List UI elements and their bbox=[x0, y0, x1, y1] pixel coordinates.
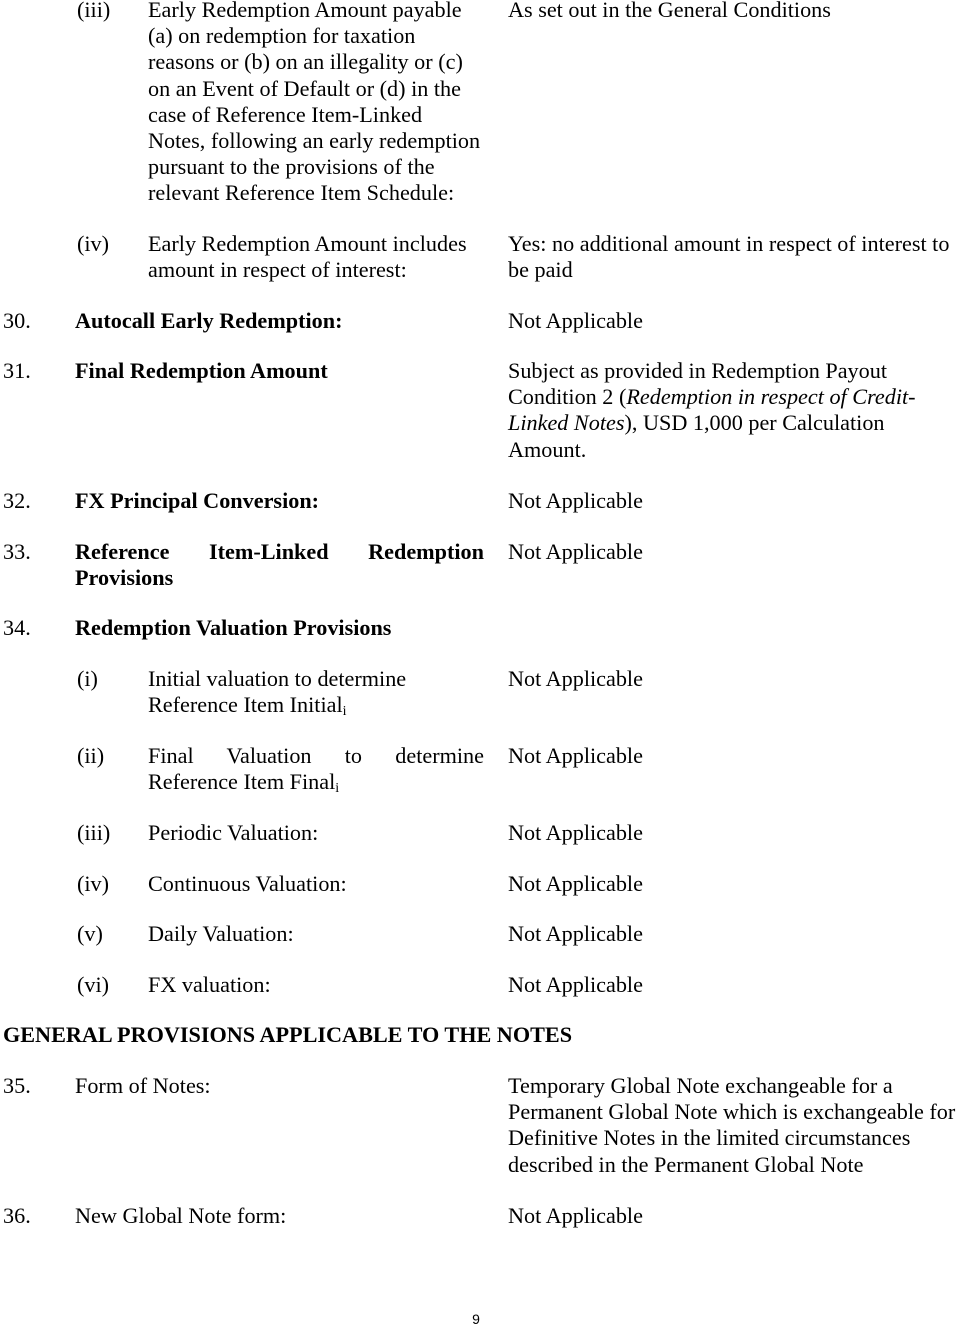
value-text: Condition 2 ( bbox=[508, 384, 627, 410]
subitem-value bbox=[508, 231, 958, 283]
value-text: ), USD 1,000 per Calculation bbox=[624, 410, 885, 436]
subitem-label: Periodic Valuation: bbox=[148, 820, 319, 845]
subitem-number: (iv) bbox=[77, 871, 110, 896]
label-line: amount in respect of interest: bbox=[148, 257, 407, 283]
item-label: Autocall Early Redemption: bbox=[75, 308, 343, 333]
subitem-number: (vi) bbox=[77, 972, 110, 997]
item-value: Not Applicable bbox=[508, 308, 643, 333]
value-line: be paid bbox=[508, 257, 573, 283]
label-line bbox=[148, 769, 484, 795]
subitem-label bbox=[148, 743, 484, 795]
label-text: Reference Item Final bbox=[148, 769, 336, 795]
subitem-label: Continuous Valuation: bbox=[148, 871, 347, 896]
item-label bbox=[75, 539, 484, 591]
label-line: Reference Item-Linked Redemption bbox=[75, 539, 484, 564]
item-label: Form of Notes: bbox=[75, 1073, 211, 1098]
value-text: Subject as provided in Redemption Payout bbox=[508, 358, 887, 383]
label-line: on an Event of Default or (d) in the bbox=[148, 75, 461, 101]
label-line bbox=[148, 692, 484, 718]
label-subscript: i bbox=[342, 704, 347, 720]
item-value: Not Applicable bbox=[508, 488, 643, 513]
item-label: Redemption Valuation Provisions bbox=[75, 615, 392, 640]
page-number: 9 bbox=[472, 1311, 480, 1327]
label-text: Reference Item Initial bbox=[148, 692, 343, 718]
item-number: 32. bbox=[3, 488, 31, 513]
subitem-label bbox=[148, 0, 484, 207]
subitem-number: (iv) bbox=[77, 231, 110, 256]
item-label: FX Principal Conversion: bbox=[75, 488, 320, 513]
subitem-number: (iii) bbox=[77, 0, 111, 22]
subitem-value: Not Applicable bbox=[508, 743, 643, 768]
value-line bbox=[508, 437, 958, 463]
label-line: reasons or (b) on an illegality or (c) bbox=[148, 49, 463, 75]
value-line bbox=[508, 384, 958, 410]
value-line: Temporary Global Note exchangeable for a bbox=[508, 1073, 893, 1098]
label-line: Initial valuation to determine bbox=[148, 666, 407, 691]
value-line bbox=[508, 410, 958, 436]
subitem-value: Not Applicable bbox=[508, 871, 643, 896]
subitem-value: Not Applicable bbox=[508, 921, 643, 946]
item-value: Not Applicable bbox=[508, 1203, 643, 1228]
item-label: Final Redemption Amount bbox=[75, 358, 328, 383]
item-number: 36. bbox=[3, 1203, 31, 1228]
label-line: Provisions bbox=[75, 565, 174, 591]
subitem-number: (ii) bbox=[77, 743, 105, 768]
item-number: 35. bbox=[3, 1073, 31, 1098]
section-heading: GENERAL PROVISIONS APPLICABLE TO THE NOTES bbox=[3, 1022, 573, 1047]
label-line: (a) on redemption for taxation bbox=[148, 23, 416, 49]
subitem-number: (i) bbox=[77, 666, 98, 691]
label-line: case of Reference Item-Linked bbox=[148, 101, 423, 127]
subitem-label: Daily Valuation: bbox=[148, 921, 294, 946]
item-value bbox=[508, 1073, 958, 1178]
subitem-value: Not Applicable bbox=[508, 972, 643, 997]
value-line: Yes: no additional amount in respect of interest to bbox=[508, 231, 950, 256]
label-line: Final Valuation to determine bbox=[148, 743, 484, 768]
label-line: Early Redemption Amount payable bbox=[148, 0, 462, 22]
subitem-value: Not Applicable bbox=[508, 666, 643, 691]
subitem-label bbox=[148, 666, 484, 718]
subitem-value bbox=[508, 0, 958, 23]
item-number: 31. bbox=[3, 358, 31, 383]
value-line bbox=[508, 358, 958, 384]
value-italic-text: Redemption in respect of Credit- bbox=[626, 384, 916, 410]
value-line: Permanent Global Note which is exchangeable for bbox=[508, 1099, 956, 1125]
value-line: As set out in the General Conditions bbox=[508, 0, 831, 22]
label-line: Early Redemption Amount includes bbox=[148, 231, 467, 256]
subitem-number: (v) bbox=[77, 921, 103, 946]
label-line: Notes, following an early redemption bbox=[148, 128, 481, 154]
label-line: relevant Reference Item Schedule: bbox=[148, 180, 455, 206]
subitem-value: Not Applicable bbox=[508, 820, 643, 845]
subitem-label: FX valuation: bbox=[148, 972, 271, 997]
item-number: 34. bbox=[3, 615, 31, 640]
item-number: 30. bbox=[3, 308, 31, 333]
subitem-label bbox=[148, 231, 484, 283]
subitem-number: (iii) bbox=[77, 820, 111, 845]
item-value bbox=[508, 358, 958, 463]
item-label: New Global Note form: bbox=[75, 1203, 287, 1228]
value-line: Definitive Notes in the limited circumstances bbox=[508, 1125, 911, 1151]
value-italic-text: Linked Notes bbox=[508, 410, 625, 436]
item-value: Not Applicable bbox=[508, 539, 643, 564]
item-number: 33. bbox=[3, 539, 31, 564]
label-subscript: i bbox=[335, 781, 340, 797]
value-text: Amount. bbox=[508, 436, 587, 462]
label-line: pursuant to the provisions of the bbox=[148, 154, 435, 180]
value-line: described in the Permanent Global Note bbox=[508, 1151, 864, 1177]
